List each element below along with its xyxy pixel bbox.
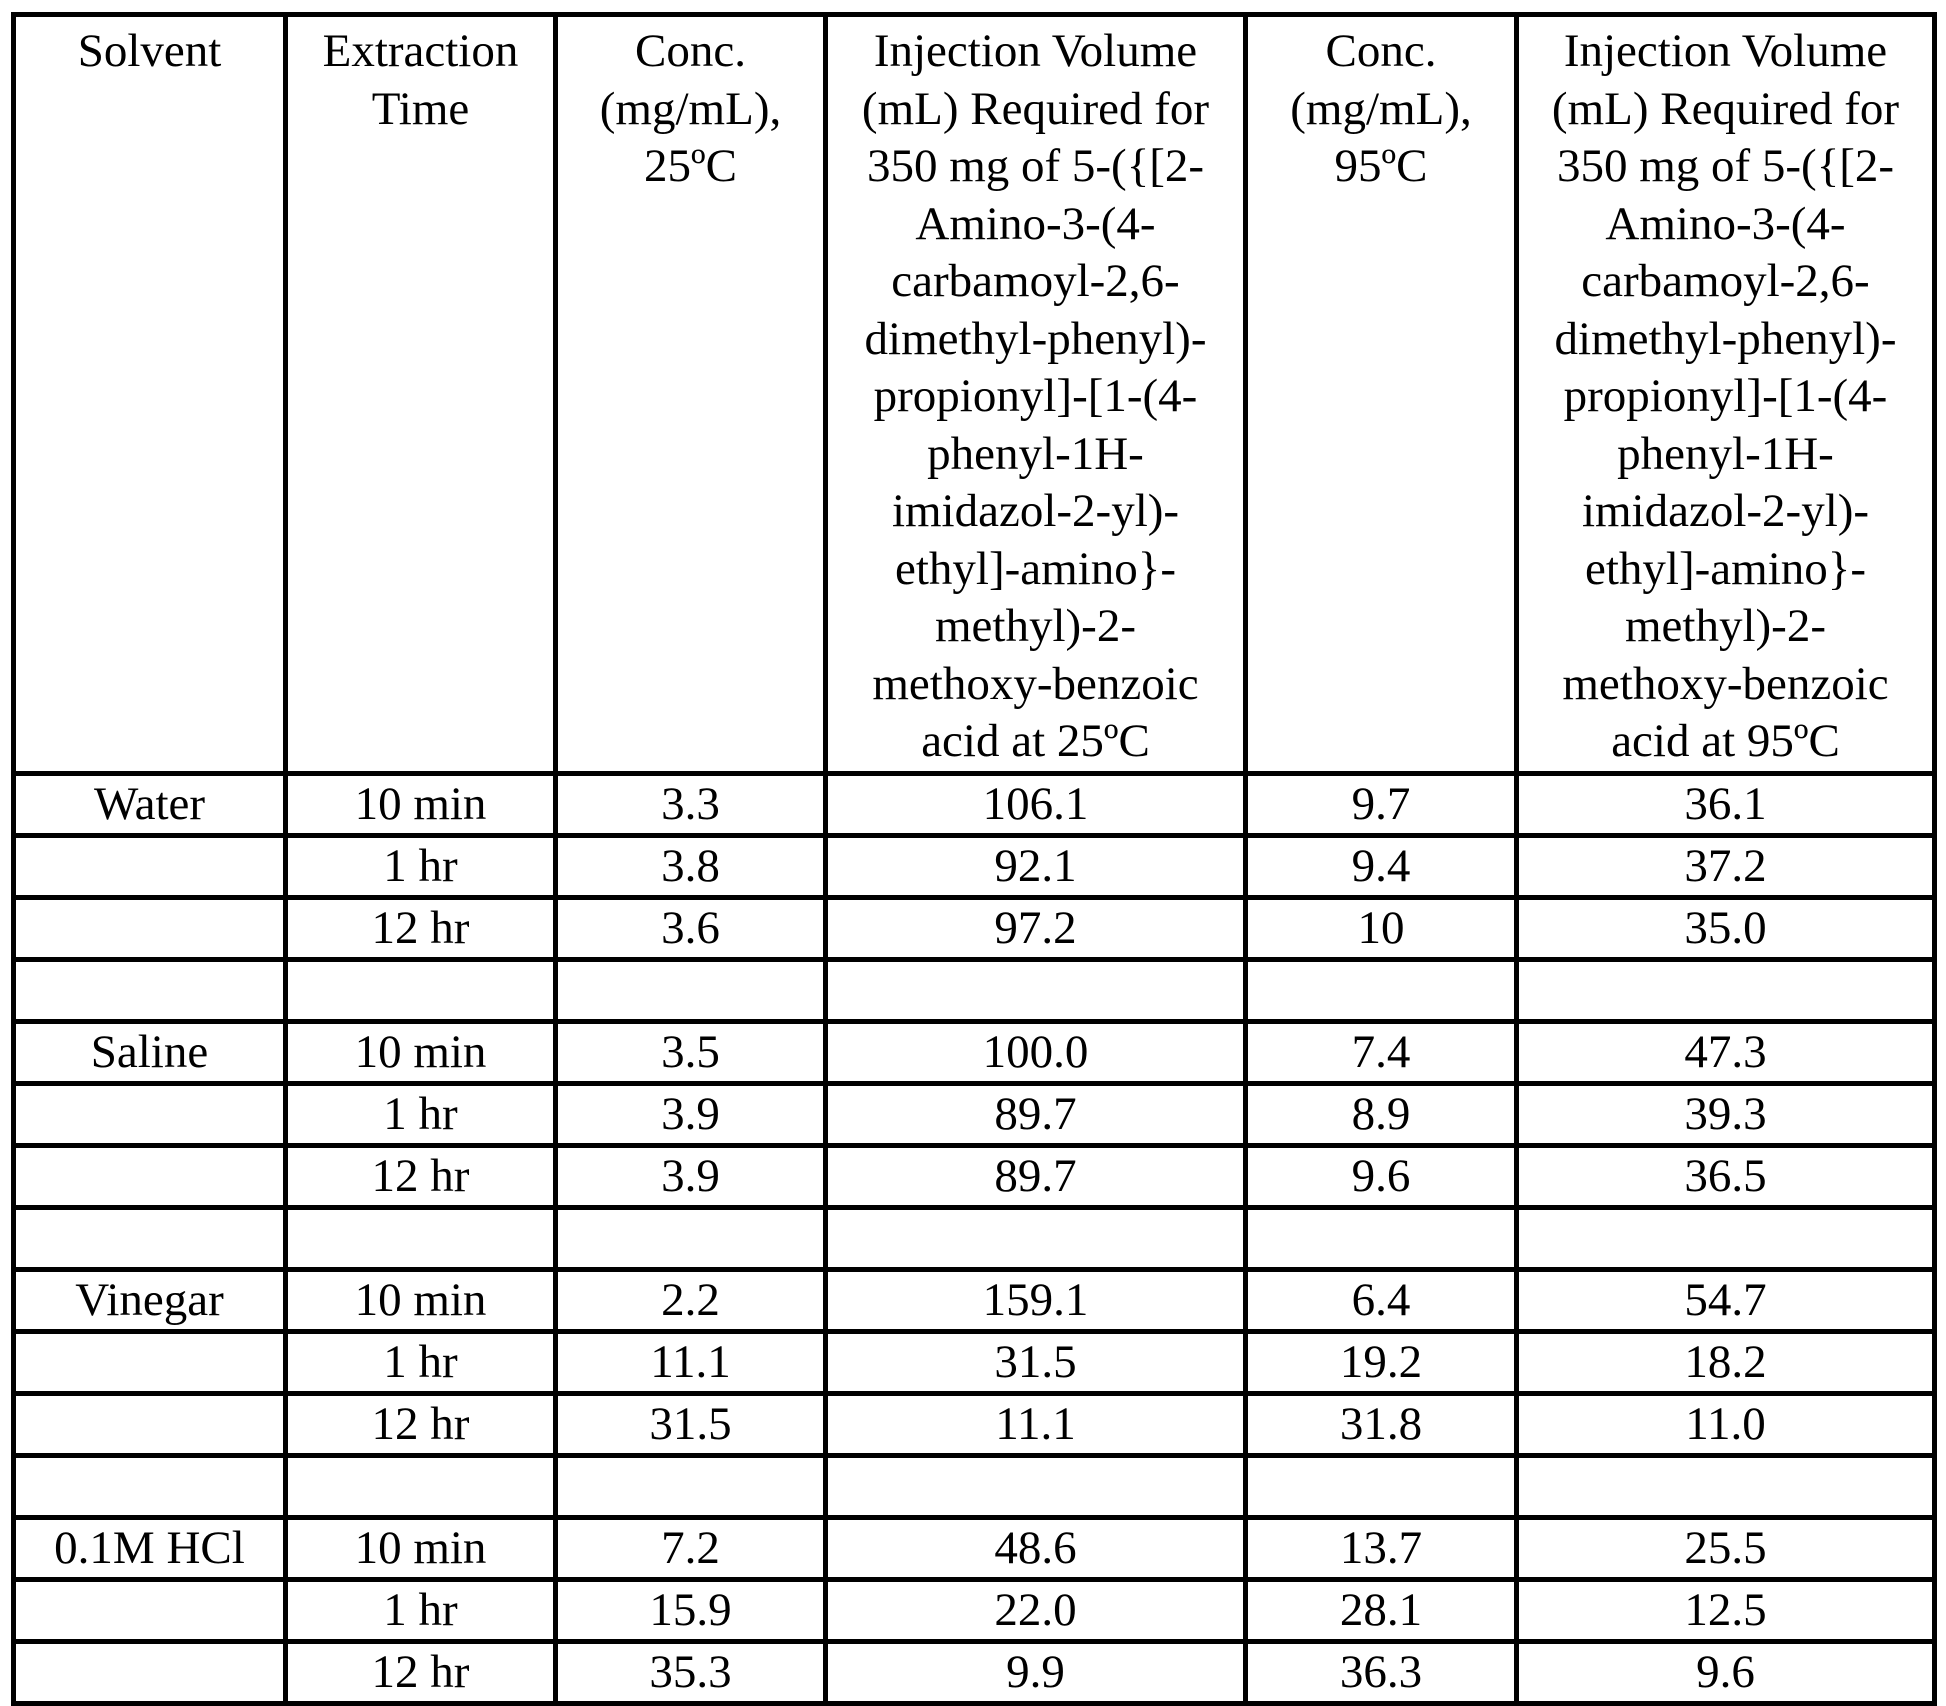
cell-extraction-time — [286, 1207, 556, 1269]
cell-conc-25c: 11.1 — [556, 1331, 826, 1393]
table-row — [14, 1517, 1935, 1579]
cell-conc-95c: 8.9 — [1246, 1083, 1517, 1145]
cell-injection-volume-95c: 25.5 — [1517, 1517, 1935, 1579]
cell-extraction-time: 1 hr — [286, 1083, 556, 1145]
cell-extraction-time: 12 hr — [286, 1393, 556, 1455]
cell-solvent — [14, 1145, 286, 1207]
cell-injection-volume-95c: 37.2 — [1517, 835, 1935, 897]
table-row — [14, 1145, 1935, 1207]
cell-extraction-time: 12 hr — [286, 1641, 556, 1703]
header-injection-volume-95c: Injection Volume (mL) Required for 350 mg of 5-({[2-Amino-3-(4-carbamoyl-2,6-dimethyl-phenyl)-propionyl]-[1-(4-phenyl-1H-imidazol-2-yl)-ethyl]-amino}-methyl)-2-methoxy-benzoic acid at 95ºC — [1517, 15, 1935, 774]
cell-solvent — [14, 1083, 286, 1145]
cell-solvent: 0.1M HCl — [14, 1517, 286, 1579]
cell-solvent: Vinegar — [14, 1269, 286, 1331]
cell-solvent — [14, 959, 286, 1021]
cell-conc-25c: 35.3 — [556, 1641, 826, 1703]
header-injection-volume-25c: Injection Volume (mL) Required for 350 mg of 5-({[2-Amino-3-(4-carbamoyl-2,6-dimethyl-phenyl)-propionyl]-[1-(4-phenyl-1H-imidazol-2-yl)-ethyl]-amino}-methyl)-2-methoxy-benzoic acid at 25ºC — [826, 15, 1246, 774]
cell-solvent: Water — [14, 773, 286, 835]
cell-injection-volume-25c — [826, 959, 1246, 1021]
table-row — [14, 1083, 1935, 1145]
cell-injection-volume-25c: 9.9 — [826, 1641, 1246, 1703]
cell-extraction-time: 10 min — [286, 1517, 556, 1579]
cell-solvent — [14, 1455, 286, 1517]
cell-conc-25c: 15.9 — [556, 1579, 826, 1641]
cell-conc-25c — [556, 1207, 826, 1269]
table-row — [14, 1021, 1935, 1083]
cell-conc-95c: 31.8 — [1246, 1393, 1517, 1455]
cell-solvent — [14, 835, 286, 897]
cell-injection-volume-95c — [1517, 1455, 1935, 1517]
cell-injection-volume-95c: 36.1 — [1517, 773, 1935, 835]
cell-conc-25c: 3.9 — [556, 1083, 826, 1145]
header-row — [14, 15, 1935, 774]
cell-injection-volume-95c: 47.3 — [1517, 1021, 1935, 1083]
cell-injection-volume-25c: 100.0 — [826, 1021, 1246, 1083]
table-row — [14, 1331, 1935, 1393]
cell-injection-volume-25c: 89.7 — [826, 1145, 1246, 1207]
cell-solvent — [14, 897, 286, 959]
cell-extraction-time: 12 hr — [286, 897, 556, 959]
cell-conc-25c: 3.6 — [556, 897, 826, 959]
cell-injection-volume-25c — [826, 1207, 1246, 1269]
cell-conc-95c: 10 — [1246, 897, 1517, 959]
cell-injection-volume-25c: 48.6 — [826, 1517, 1246, 1579]
cell-injection-volume-95c: 39.3 — [1517, 1083, 1935, 1145]
cell-conc-95c: 19.2 — [1246, 1331, 1517, 1393]
table-row — [14, 959, 1935, 1021]
header-solvent: Solvent — [14, 15, 286, 774]
header-extraction-time: Extraction Time — [286, 15, 556, 774]
table-row — [14, 773, 1935, 835]
cell-solvent: Saline — [14, 1021, 286, 1083]
cell-injection-volume-95c: 35.0 — [1517, 897, 1935, 959]
cell-injection-volume-25c — [826, 1455, 1246, 1517]
cell-injection-volume-95c: 36.5 — [1517, 1145, 1935, 1207]
table-row — [14, 897, 1935, 959]
cell-conc-95c: 7.4 — [1246, 1021, 1517, 1083]
cell-conc-25c: 3.8 — [556, 835, 826, 897]
cell-extraction-time: 10 min — [286, 773, 556, 835]
cell-solvent — [14, 1331, 286, 1393]
cell-injection-volume-95c: 54.7 — [1517, 1269, 1935, 1331]
cell-injection-volume-25c: 97.2 — [826, 897, 1246, 959]
cell-conc-25c — [556, 1455, 826, 1517]
table-row — [14, 1455, 1935, 1517]
cell-solvent — [14, 1207, 286, 1269]
cell-injection-volume-25c: 11.1 — [826, 1393, 1246, 1455]
table-row — [14, 1393, 1935, 1455]
cell-conc-95c: 6.4 — [1246, 1269, 1517, 1331]
cell-conc-95c: 28.1 — [1246, 1579, 1517, 1641]
cell-solvent — [14, 1579, 286, 1641]
cell-conc-25c: 3.3 — [556, 773, 826, 835]
cell-extraction-time: 10 min — [286, 1021, 556, 1083]
cell-injection-volume-25c: 22.0 — [826, 1579, 1246, 1641]
extraction-data-table — [11, 12, 1937, 1706]
cell-injection-volume-95c: 18.2 — [1517, 1331, 1935, 1393]
cell-conc-25c — [556, 959, 826, 1021]
cell-injection-volume-25c: 106.1 — [826, 773, 1246, 835]
cell-conc-95c: 13.7 — [1246, 1517, 1517, 1579]
cell-extraction-time: 1 hr — [286, 835, 556, 897]
cell-injection-volume-25c: 92.1 — [826, 835, 1246, 897]
table-row — [14, 835, 1935, 897]
cell-injection-volume-95c: 11.0 — [1517, 1393, 1935, 1455]
cell-extraction-time: 1 hr — [286, 1331, 556, 1393]
cell-solvent — [14, 1393, 286, 1455]
cell-injection-volume-95c — [1517, 1207, 1935, 1269]
cell-conc-25c: 2.2 — [556, 1269, 826, 1331]
cell-conc-95c: 36.3 — [1246, 1641, 1517, 1703]
cell-conc-95c: 9.7 — [1246, 773, 1517, 835]
header-conc-95c: Conc. (mg/mL), 95ºC — [1246, 15, 1517, 774]
cell-conc-95c — [1246, 1207, 1517, 1269]
table-row — [14, 1269, 1935, 1331]
cell-extraction-time: 12 hr — [286, 1145, 556, 1207]
cell-solvent — [14, 1641, 286, 1703]
cell-injection-volume-95c: 12.5 — [1517, 1579, 1935, 1641]
cell-extraction-time: 10 min — [286, 1269, 556, 1331]
cell-conc-95c — [1246, 959, 1517, 1021]
table-row — [14, 1641, 1935, 1703]
table-row — [14, 1579, 1935, 1641]
cell-injection-volume-25c: 89.7 — [826, 1083, 1246, 1145]
table-row — [14, 1207, 1935, 1269]
header-conc-25c: Conc. (mg/mL), 25ºC — [556, 15, 826, 774]
cell-conc-95c: 9.6 — [1246, 1145, 1517, 1207]
cell-injection-volume-25c: 31.5 — [826, 1331, 1246, 1393]
cell-extraction-time — [286, 959, 556, 1021]
cell-injection-volume-25c: 159.1 — [826, 1269, 1246, 1331]
cell-conc-25c: 3.9 — [556, 1145, 826, 1207]
cell-injection-volume-95c: 9.6 — [1517, 1641, 1935, 1703]
cell-conc-25c: 3.5 — [556, 1021, 826, 1083]
cell-conc-95c — [1246, 1455, 1517, 1517]
cell-conc-25c: 31.5 — [556, 1393, 826, 1455]
cell-extraction-time — [286, 1455, 556, 1517]
cell-injection-volume-95c — [1517, 959, 1935, 1021]
cell-conc-25c: 7.2 — [556, 1517, 826, 1579]
cell-extraction-time: 1 hr — [286, 1579, 556, 1641]
cell-conc-95c: 9.4 — [1246, 835, 1517, 897]
